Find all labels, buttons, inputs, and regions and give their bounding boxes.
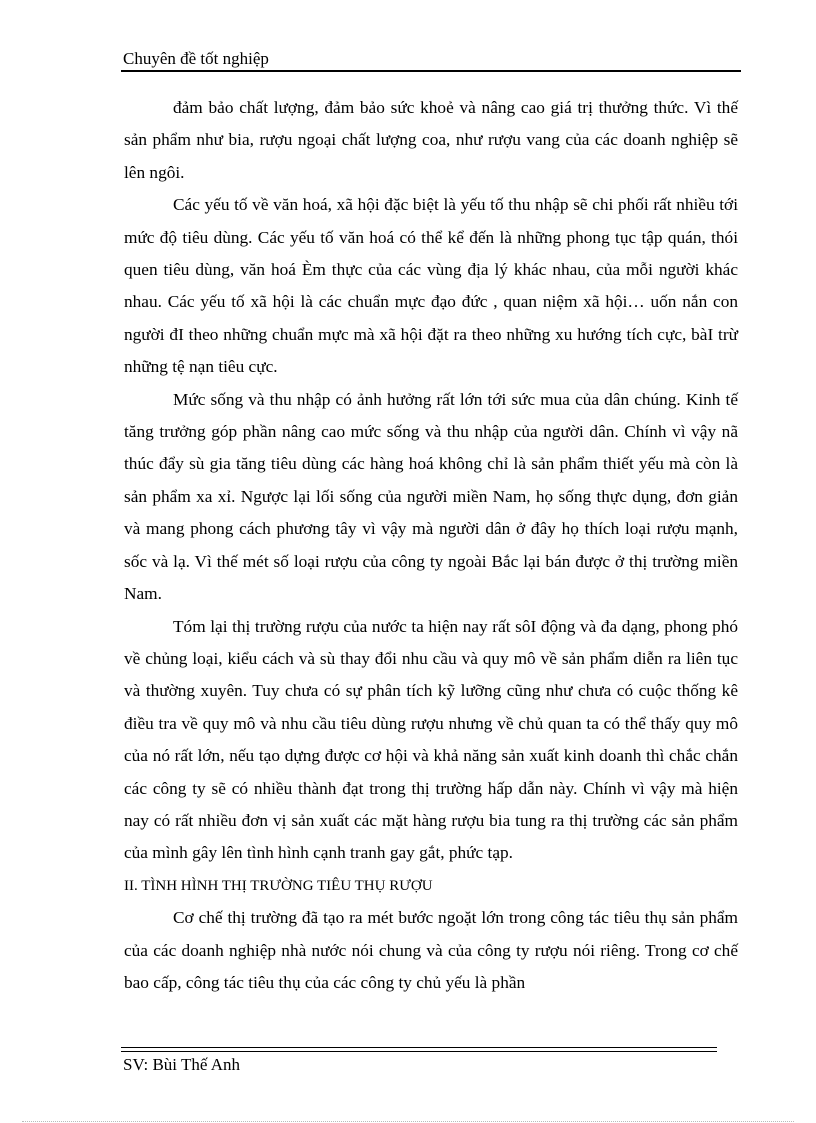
page-header-title: Chuyên đề tốt nghiệp [123, 49, 269, 68]
page-bottom-edge [22, 1121, 794, 1122]
section-heading: II. TÌNH HÌNH THỊ TRƯỜNG TIÊU THỤ RƯỢU [124, 877, 433, 894]
paragraph-4: Tóm lại thị trường rượu của nước ta hiện nay rất sôI động và đa dạng, phong phó về chủng loại, kiểu cách và sù thay đổi nhu cầu và quy mô về sản phẩm diễn ra liên tục và thường xuyên. Tuy chưa có sự phân tích kỹ lưỡng cũng như chưa có cuộc thống kê điều tra về quy mô và nhu cầu tiêu dùng rượu nhưng về chủ quan ta có thể thấy quy mô của nó rất lớn, nếu tạo dựng được cơ hội và khả năng sản xuất kinh doanh thì chắc chắn các công ty sẽ có nhiều thành đạt trong thị trường hấp dẫn này. Chính vì vậy mà hiện nay có rất nhiều đơn vị sản xuất các mặt hàng rượu bia tung ra thị trường các sản phẩm của mình gây lên tình hình cạnh tranh gay gắt, phức tạp. [124, 616, 738, 863]
paragraph-2: Các yếu tố về văn hoá, xã hội đặc biệt là yếu tố thu nhập sẽ chi phối rất nhiều tới mức độ tiêu dùng. Các yếu tố văn hoá có thể kể đến là những phong tục tập quán, thói quen tiêu dùng, văn hoá Èm thực của các vùng địa lý khác nhau, của mỗi người khác nhau. Các yếu tố xã hội là các chuẩn mực đạo đức , quan niệm xã hội… uốn nắn con người đI theo những chuẩn mực mà xã hội đặt ra theo những xu hướng tích cực, bàI trừ những tệ nạn tiêu cực. [124, 195, 738, 377]
paragraph-1: đảm bảo chất lượng, đảm bảo sức khoẻ và nâng cao giá trị thưởng thức. Vì thế sản phẩm như bia, rượu ngoại chất lượng coa, như rượu vang của các doanh nghiệp sẽ lên ngôi. [124, 98, 738, 182]
footer-divider-bottom [121, 1051, 717, 1052]
footer-divider-top [121, 1047, 717, 1048]
paragraph-5: Cơ chế thị trường đã tạo ra mét bước ngoặt lớn trong công tác tiêu thụ sản phẩm của các doanh nghiệp nhà nước nói chung và của công ty rượu nói riêng. Trong cơ chế bao cấp, công tác tiêu thụ của các công ty chủ yếu là phần [124, 908, 738, 992]
document-body [124, 92, 738, 999]
header-divider [121, 70, 741, 72]
paragraph-3: Mức sống và thu nhập có ảnh hưởng rất lớn tới sức mua của dân chúng. Kinh tế tăng trưởng góp phần nâng cao mức sống và thu nhập của người dân. Chính vì vậy nã thúc đẩy sù gia tăng tiêu dùng các hàng hoá không chỉ là sản phẩm thiết yếu mà còn là sản phẩm xa xỉ. Ngược lại lối sống của người miền Nam, họ sống thực dụng, đơn giản và mang phong cách phương tây vì vậy mà người dân ở đây họ thích loại rượu mạnh, sốc và lạ. Vì thế mét số loại rượu của công ty ngoài Bắc lại bán được ở thị trường miền Nam. [124, 389, 738, 604]
footer-author: SV: Bùi Thế Anh [123, 1055, 240, 1074]
